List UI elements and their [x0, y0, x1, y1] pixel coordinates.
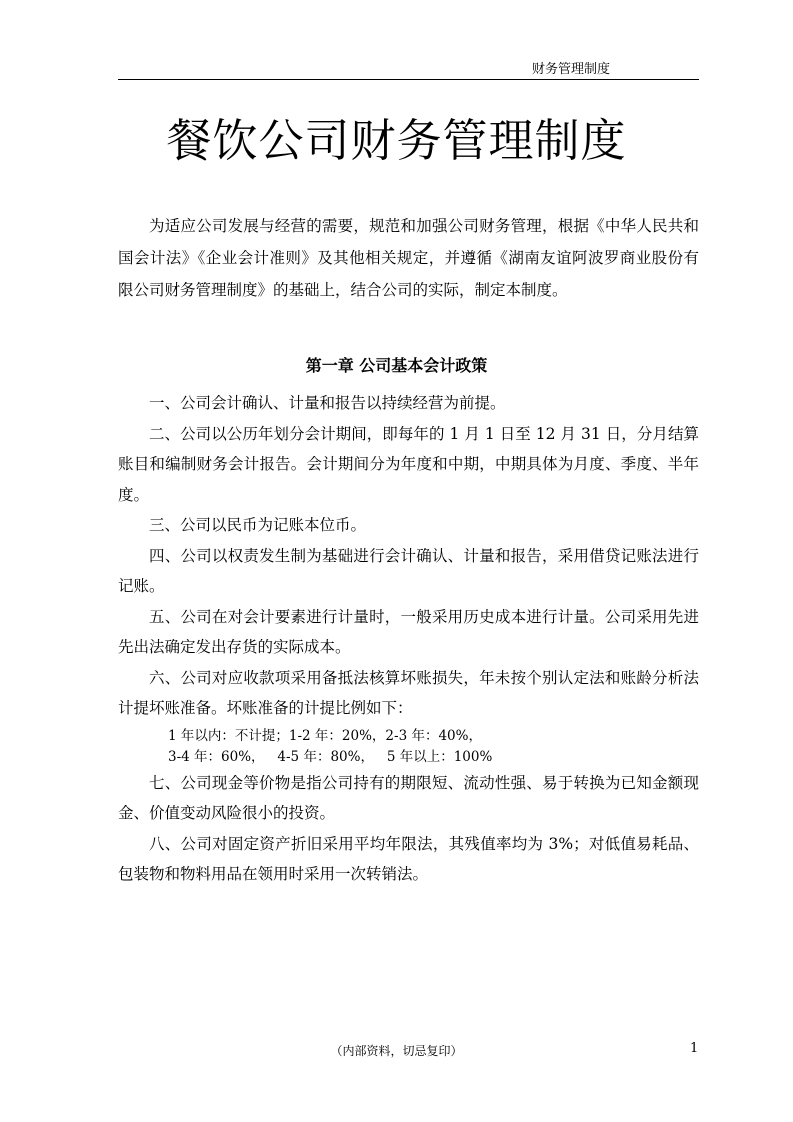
policy-item-6: 六、公司对应收款项采用备抵法核算坏账损失，年未按个别认定法和账龄分析法计提坏账准备。坏账准备的计提比例如下：: [118, 668, 699, 717]
chapter-title: 第一章 公司基本会计政策: [305, 356, 488, 375]
policy-item-2: 二、公司以公历年划分会计期间，即每年的 1 月 1 日至 12 月 31 日，分月结算账目和编制财务会计报告。会计期间分为年度和中期，中期具体为月度、季度、半年度。: [118, 424, 699, 504]
page-number: 1: [690, 1041, 699, 1056]
policy-item-3: 三、公司以民币为记账本位币。: [149, 516, 367, 534]
confidential-note: （内部资料，切忌复印）: [330, 1044, 463, 1058]
header-divider: [118, 79, 699, 80]
policy-item-1: 一、公司会计确认、计量和报告以持续经营为前提。: [149, 394, 506, 412]
policy-item-5: 五、公司在对会计要素进行计量时，一般采用历史成本进行计量。公司采用先进先出法确定发出存货的实际成本。: [118, 607, 699, 656]
running-header-title: 财务管理制度: [532, 62, 611, 77]
policy-item-7: 七、公司现金等价物是指公司持有的期限短、流动性强、易于转换为已知金额现金、价值变动风险很小的投资。: [118, 773, 699, 822]
bad-debt-ratio-line-1: 1 年以内：不计提；1-2 年：20%，2-3 年：40%，: [168, 727, 482, 744]
policy-item-8: 八、公司对固定资产折旧采用平均年限法，其残值率均为 3%；对低值易耗品、包装物和物料用品在领用时采用一次转销法。: [118, 834, 699, 883]
bad-debt-ratio-block: [118, 726, 699, 768]
policy-list: [118, 388, 699, 890]
policy-item-4: 四、公司以权责发生制为基础进行会计确认、计量和报告，采用借贷记账法进行记账。: [118, 546, 699, 595]
intro-paragraph: 为适应公司发展与经营的需要，规范和加强公司财务管理，根据《中华人民共和国会计法》《企业会计准则》及其他相关规定，并遵循《湖南友谊阿波罗商业股份有限公司财务管理制度》的基础上，结合公司的实际，制定本制度。: [118, 217, 699, 299]
bad-debt-ratio-line-2: 3-4 年：60%， 4-5 年：80%， 5 年以上：100%: [168, 748, 493, 765]
document-title: 餐饮公司财务管理制度: [166, 114, 627, 167]
